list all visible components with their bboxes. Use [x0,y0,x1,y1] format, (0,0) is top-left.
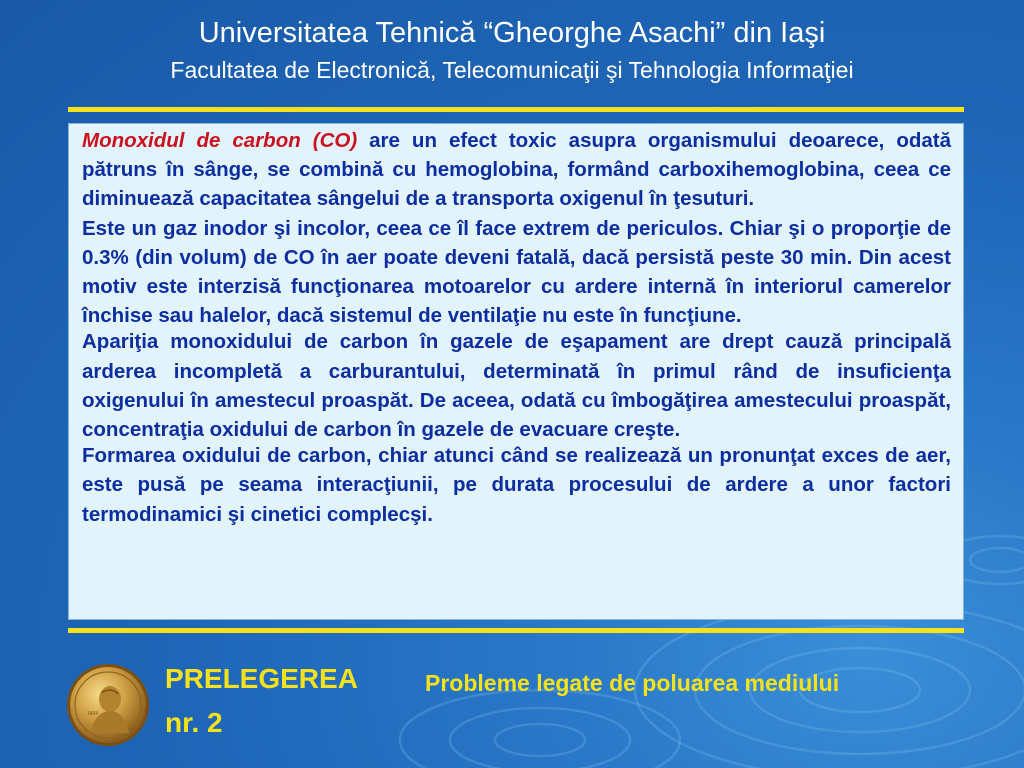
paragraph-co-effect-text: are un efect toxic asupra organismului deoarece, odată pătruns în sânge, se combină cu hemoglobina, formând carboxihemoglobina, ceea ce diminuează capacitatea sângelui de a transporta oxigenul în ţesuturi. [82,129,951,211]
faculty-subtitle: Facultatea de Electronică, Telecomunicaţii şi Tehnologia Informaţiei [170,57,854,83]
lecture-number: nr. 2 [165,707,223,738]
paragraph-co-formation: Formarea oxidului de carbon, chiar atunci când se realizează un pronunţat exces de aer, este pusă pe seama interacţiunii, pe durata procesului de ardere a unor factori termodinamici şi cinetici complecşi. [82,444,951,526]
lecture-topic: Probleme legate de poluarea mediului [425,670,840,696]
paragraph-co-danger: Este un gaz inodor şi incolor, ceea ce îl face extrem de periculos. Chiar şi o proporţie de 0.3% (din volum) de CO în aer poate deveni fatală, dacă persistă peste 30 min. Din acest motiv este interzisă funcţionarea motoarelor cu ardere internă în interiorul camerelor închise sau halelor, dacă sistemul de ventilaţie nu este în funcţiune. [82,216,951,328]
lecture-label: PRELEGEREA [165,663,358,694]
co-term-highlight: Monoxidul de carbon (CO) [82,129,358,152]
bottom-yellow-divider [68,628,964,633]
svg-text:1804: 1804 [87,711,99,717]
paragraph-co-origin: Apariţia monoxidului de carbon în gazele de eşapament are drept cauză principală arderea incompletă a carburantului, determinată în primul rând de insuficienţa oxigenului în amestecul proaspăt. De aceea, odată cu îmbogăţirea amestecului proaspăt, concentraţia oxidului de carbon în gazele de evacuare creşte. [82,330,951,442]
university-title: Universitatea Tehnică “Gheorghe Asachi” din Iaşi [198,17,826,49]
content-text-box [68,123,964,620]
gold-medal-portrait-icon [66,663,150,747]
paragraph-co-effect [82,126,951,214]
top-yellow-divider [68,107,964,112]
